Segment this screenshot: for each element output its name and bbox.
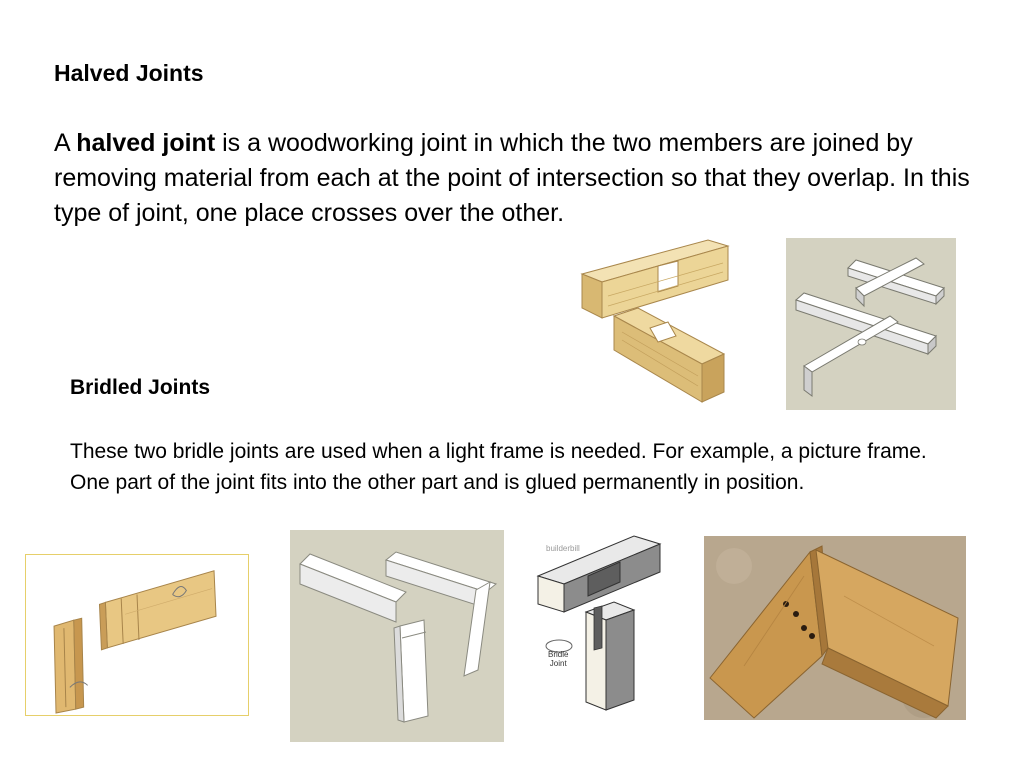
diagram-label-line2: Joint [549,659,567,668]
halved-joint-description: is a woodworking joint in which the two members are joined by removing material from each at the point of intersection so that they overlap. In this type of joint, one place crosses over the other. [54,129,970,227]
bridle-joint-diagram-image [530,528,670,714]
bridled-joints-heading: Bridled Joints [70,376,211,399]
bridle-frame-sketch-image [290,530,504,742]
bridle-joint-wood-image [25,554,249,716]
halved-joint-wood-image [578,236,732,404]
halved-joints-heading: Halved Joints [54,60,204,86]
intro-article: A [54,129,77,157]
bridled-joints-paragraph: These two bridle joints are used when a light frame is needed. For example, a picture frame. One part of the joint fits into the other part and is glued permanently in position. [70,440,927,494]
diagram-label [548,650,568,668]
halved-joint-sketch-image [786,238,956,410]
diagram-label-line1: Bridle [548,650,569,659]
diagram-watermark: builderbill [546,544,580,553]
halved-joint-term: halved joint [76,129,216,157]
bridle-joint-photo-image [704,536,966,720]
halved-joints-paragraph [54,126,1004,231]
